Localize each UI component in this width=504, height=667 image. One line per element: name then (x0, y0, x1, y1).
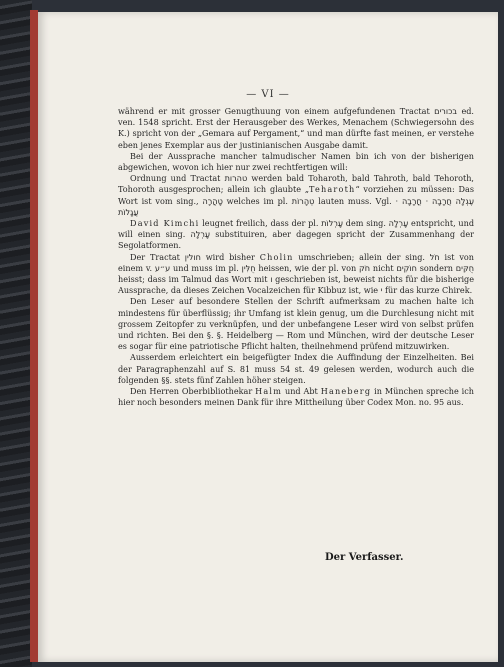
text: umschrieben; allein der sing. (293, 251, 430, 262)
text: in München spreche ich hier noch besonders meinen Dank für ihre Mittheilung über Codex Mon. no. 95 aus. (118, 386, 474, 408)
text: für das kurze Chirek. (382, 285, 473, 296)
text: Der Tractat (130, 251, 185, 262)
hebrew-term: ע״ע (154, 262, 171, 273)
text: heisst; dass im Talmud das Wort mit (118, 274, 271, 285)
page-edge (30, 10, 38, 662)
hebrew-term: טהרות (224, 173, 248, 184)
signature: Der Verfasser. (325, 552, 404, 563)
paragraph-8 (118, 386, 474, 408)
text: substituiren, aber dagegen spricht der Zusammenhang der Segolatformen. (118, 229, 474, 251)
text: Den Herren Oberbibliothekar (130, 386, 256, 397)
hebrew-term: חֻלִּין (241, 262, 256, 273)
paragraph-1 (118, 106, 474, 151)
text: “ vorziehen zu müssen: Das Wort ist vom sing., (118, 184, 474, 206)
text: ist von einem v. (118, 251, 474, 273)
book-page (38, 12, 498, 662)
text: nicht (370, 262, 397, 273)
text: werden bald Toharoth, bald Tahroth, bald Tehoroth, Tohoroth ausgesprochen; allein ich glaubte „ (118, 173, 474, 195)
hebrew-term: ו (270, 274, 273, 285)
spaced-term: Halm (255, 386, 283, 397)
spaced-term: Haneberg (320, 386, 372, 397)
hebrew-term: עָרְלוֹת (321, 218, 344, 229)
text: dem sing. (343, 218, 389, 229)
hebrew-term: י (380, 285, 383, 296)
hebrew-term: חֹל (429, 251, 440, 262)
hebrew-term: חֻקִּים (455, 262, 475, 273)
paragraph-7: Ausserdem erleichtert ein beigefügter Index die Auffindung der Einzelheiten. Bei der Paragraphenzahl auf S. 81 muss 54 st. 49 gelesen werden, wodurch auch die folgenden §§. stets fünf Zahlen höher steigen. (118, 352, 474, 385)
text: während er mit grosser Genugthuung von einem aufgefundenen Tractat (118, 106, 435, 116)
text: sondern (416, 262, 456, 273)
text: heissen, wie der pl. von (255, 262, 360, 273)
spaced-term: Cholin (259, 251, 294, 262)
text: welches im pl. (222, 195, 292, 206)
text: Ordnung und Tractat (130, 173, 225, 184)
text: ed. ven. 1548 spricht. Erst der Herausgeber des Werkes, Menachem (Schwiegersohn des K.) spricht von der „Gemara auf Pergament,“ und man dürfte fast meinen, er verstehe eben jenes Exemplar aus der justinianischen Ausgabe damit. (118, 106, 474, 150)
hebrew-term: חֹק (359, 262, 371, 273)
spaced-term: David Kimchi (130, 218, 200, 229)
paragraph-3 (118, 173, 474, 218)
spaced-term: Teharoth (309, 184, 356, 195)
text: geschrieben ist, beweist nichts für die bisherige Aussprache, da dieses Zeichen Vocalzeichen für Kibbuz ist, wie (118, 274, 474, 296)
hebrew-term: טְהָרוֹת (291, 195, 315, 206)
page-body (118, 106, 474, 408)
text: und muss im pl. (170, 262, 242, 273)
text: entspricht, und will einen sing. (118, 218, 475, 240)
hebrew-term: עֶגְלָה חֲרָבָה · חֳרָבָה · עֲגָלוֹת (118, 195, 474, 217)
text: lauten muss. Vgl. (314, 195, 396, 206)
paragraph-5 (118, 252, 474, 297)
page-number: — VI — (246, 89, 290, 100)
paragraph-4 (118, 218, 474, 252)
text: wird bisher (200, 251, 260, 262)
hebrew-term: חולין (184, 251, 201, 262)
book-binding (0, 0, 32, 667)
hebrew-term: עָרְלָה (388, 218, 409, 229)
text: und Abt (282, 386, 321, 397)
paragraph-2: Bei der Aussprache mancher talmudischer Namen bin ich von der bisherigen abgewichen, wovon ich hier nur zwei rechtfertigen will: (118, 150, 474, 173)
paragraph-6: Den Leser auf besondere Stellen der Schrift aufmerksam zu machen halte ich mindestens für überflüssig; ihr Umfang ist klein genug, um die Durchlesung nicht mit grossem Zeitopfer zu verknüpfen, und der unbefangene Leser wird von selbst prüfen und richten. Bei den §. §. Heidelberg — Rom und München, wird der deutsche Leser es sogar für eine patriotische Pflicht halten, theilnehmend prüfend mitzuwirken. (118, 296, 474, 352)
hebrew-term: טָהֳרָה (202, 195, 223, 206)
text: leugnet freilich, dass der pl. (199, 218, 322, 229)
hebrew-term: עָרְלָה (190, 229, 211, 240)
hebrew-term: בכורים (434, 106, 458, 116)
hebrew-term: חוֹקִים (396, 262, 417, 273)
